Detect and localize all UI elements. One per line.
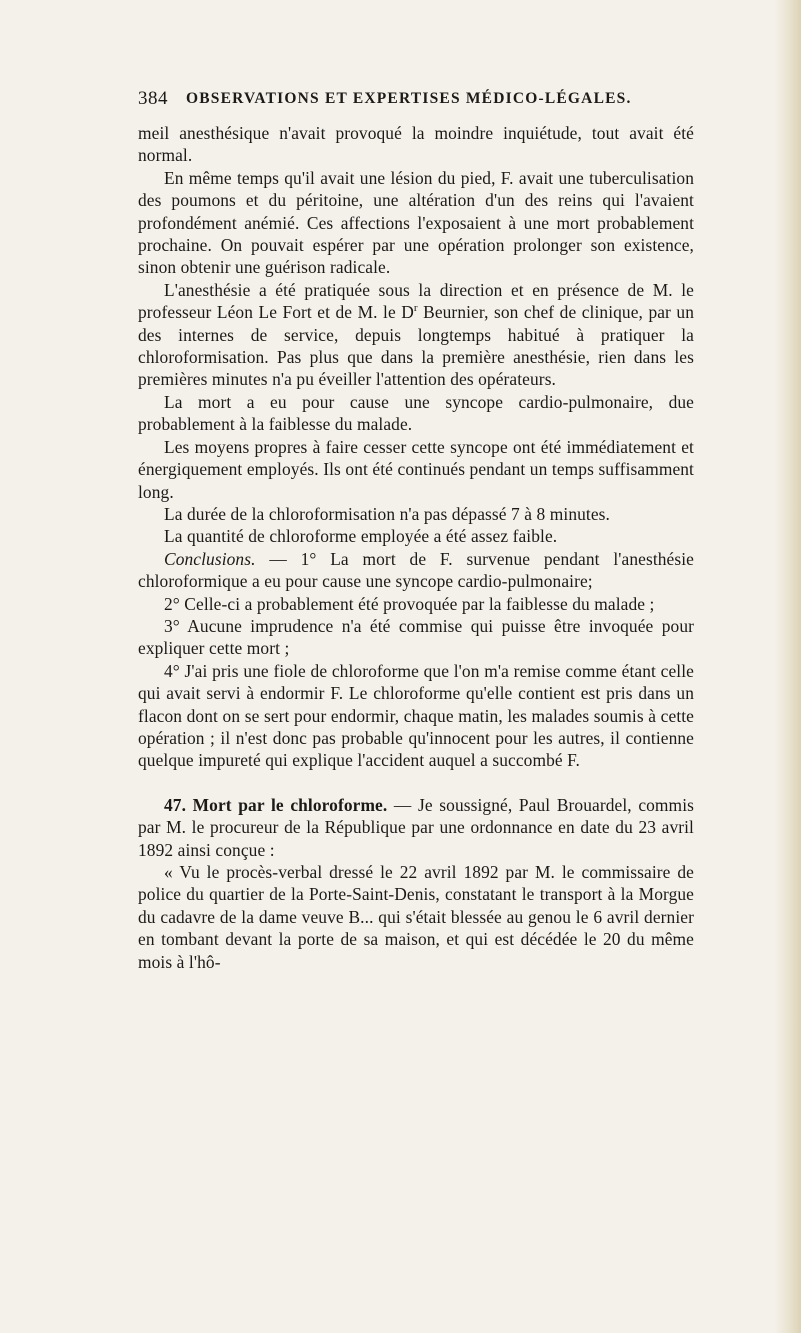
conclusions-label: Conclusions. bbox=[164, 548, 256, 569]
paragraph: Les moyens propres à faire cesser cette syncope ont été immédiatement et énergiquement employés. Ils ont été continués pendant un temps suffisamment long. bbox=[138, 436, 694, 502]
paragraph: 3° Aucune imprudence n'a été commise qui puisse être invoquée pour expliquer cette mort ; bbox=[138, 615, 694, 659]
paragraph: 2° Celle-ci a probablement été provoquée par la faiblesse du malade ; bbox=[164, 593, 655, 614]
superscript: r bbox=[413, 302, 418, 315]
paragraph: 4° J'ai pris une fiole de chloroforme que l'on m'a remise comme étant celle qui avait servi à endormir F. Le chloroforme qu'elle contient est pris dans un flacon dont on se sert pour endormir, chaque matin, les malades soumis à cette opération ; il n'est donc pas probable qu'innocent pour les autres, il contienne quelque impureté qui explique l'accident auquel a succombé F. bbox=[138, 660, 694, 771]
paragraph: La durée de la chloroformisation n'a pas dépassé 7 à 8 minutes. bbox=[164, 503, 610, 524]
body-text bbox=[138, 122, 694, 973]
paragraph-text: Beurnier, son chef de clinique, par un des internes de service, depuis longtemps habitué à pratiquer la chloroformisation. Pas plus que dans la première anesthésie, rien dans les premières minutes n'a pu éveiller l'attention des opérateurs. bbox=[138, 302, 694, 390]
page-number: 384 bbox=[138, 88, 168, 109]
paragraph-text: — Je soussigné, Paul Brouardel, commis par M. le procureur de la République par une ordonnance en date du 23 avril 1892 ainsi conçue : bbox=[138, 794, 694, 860]
paragraph: La mort a eu pour cause une syncope cardio-pulmonaire, due probablement à la faiblesse du malade. bbox=[138, 391, 694, 435]
paragraph: En même temps qu'il avait une lésion du pied, F. avait une tuberculisation des poumons et du péritoine, une altération d'un des reins qui l'avaient profondément anémié. Ces affections l'exposaient à une mort probablement prochaine. On pouvait espérer par une opération prolonger son existence, sinon obtenir une guérison radicale. bbox=[138, 167, 694, 278]
paragraph: meil anesthésique n'avait provoqué la moindre inquiétude, tout avait été normal. bbox=[138, 123, 694, 166]
running-title: OBSERVATIONS ET EXPERTISES MÉDICO-LÉGALES. bbox=[186, 90, 632, 107]
running-head bbox=[138, 88, 694, 114]
book-page bbox=[138, 88, 694, 973]
page-edge-shadow bbox=[775, 0, 801, 1333]
paragraph bbox=[138, 279, 694, 391]
paragraph-text: L'anesthésie a été pratiquée sous la direction et en présence de M. le professeur Léon Le Fort et de M. le D bbox=[138, 279, 694, 323]
paragraph-text: — 1° La mort de F. survenue pendant l'anesthésie chloroformique a eu pour cause une syncope cardio-pulmonaire; bbox=[138, 548, 694, 592]
section-heading: 47. Mort par le chloroforme. bbox=[164, 794, 388, 815]
paragraph: « Vu le procès-verbal dressé le 22 avril 1892 par M. le commissaire de police du quartier de la Porte-Saint-Denis, constatant le transport à la Morgue du cadavre de la dame veuve B... qui s'était blessée au genou le 6 avril dernier en tombant devant la porte de sa maison, et qui est décédée le 20 du même mois à l'hô- bbox=[138, 862, 694, 972]
paragraph bbox=[138, 548, 694, 593]
paragraph bbox=[138, 794, 694, 861]
paragraph: La quantité de chloroforme employée a été assez faible. bbox=[164, 526, 558, 547]
